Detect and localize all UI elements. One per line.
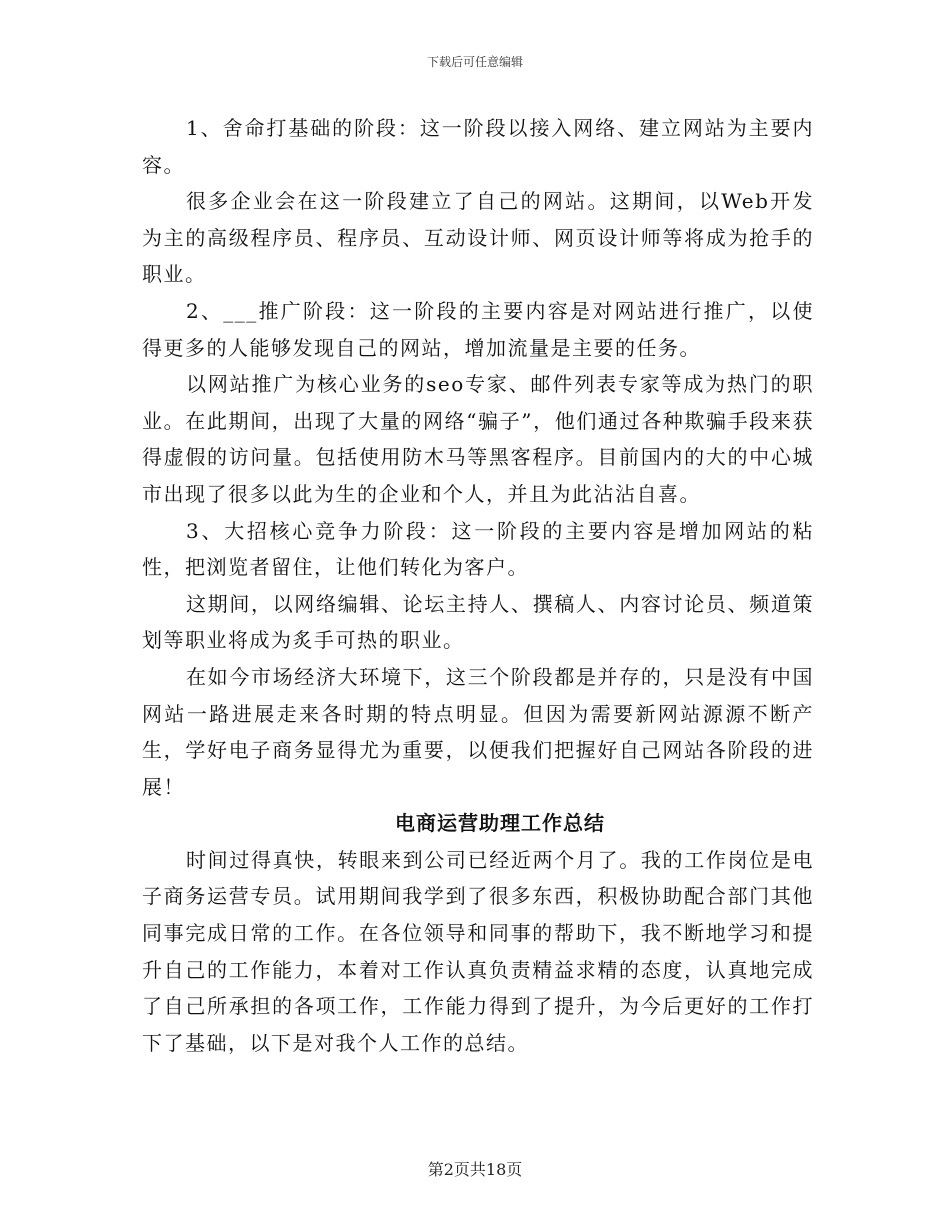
paragraph-stage-2: 2、___推广阶段：这一阶段的主要内容是对网站进行推广，以使得更多的人能够发现自己的网站，增加流量是主要的任务。	[142, 298, 814, 360]
paragraph-stage-2-detail: 以网站推广为核心业务的seo专家、邮件列表专家等成为热门的职业。在此期间，出现了大量的网络“骗子”，他们通过各种欺骗手段来获得虚假的访问量。包括使用防木马等黑客程序。目前国内的大的中心城市出现了很多以此为生的企业和个人，并且为此沾沾自喜。	[142, 372, 814, 506]
section-title: 电商运营助理工作总结	[395, 811, 605, 836]
page-number: 第2页共18页	[427, 1160, 523, 1179]
paragraph-stage-3: 3、大招核心竞争力阶段：这一阶段的主要内容是增加网站的粘性，把浏览者留住，让他们转化为客户。	[142, 518, 814, 580]
paragraph-stage-1: 1、舍命打基础的阶段：这一阶段以接入网络、建立网站为主要内容。	[142, 116, 814, 177]
paragraph-summary-intro: 时间过得真快，转眼来到公司已经近两个月了。我的工作岗位是电子商务运营专员。试用期间我学到了很多东西，积极协助配合部门其他同事完成日常的工作。在各位领导和同事的帮助下，我不断地学习和提升自己的工作能力，本着对工作认真负责精益求精的态度，认真地完成了自己所承担的各项工作，工作能力得到了提升，为今后更好的工作打下了基础，以下是对我个人工作的总结。	[142, 847, 814, 1055]
paragraph-stage-3-detail: 这期间，以网络编辑、论坛主持人、撰稿人、内容讨论员、频道策划等职业将成为炙手可热的职业。	[142, 591, 814, 653]
paragraph-stage-1-detail: 很多企业会在这一阶段建立了自己的网站。这期间，以Web开发为主的高级程序员、程序员、互动设计师、网页设计师等将成为抢手的职业。	[142, 189, 814, 287]
document-body	[142, 110, 814, 1061]
page-header: 下载后可任意编辑	[426, 55, 523, 69]
paragraph-conclusion: 在如今市场经济大环境下，这三个阶段都是并存的，只是没有中国网站一路进展走来各时期的特点明显。但因为需要新网站源源不断产生，学好电子商务显得尤为重要，以便我们把握好自己网站各阶段的进展！	[142, 664, 814, 799]
